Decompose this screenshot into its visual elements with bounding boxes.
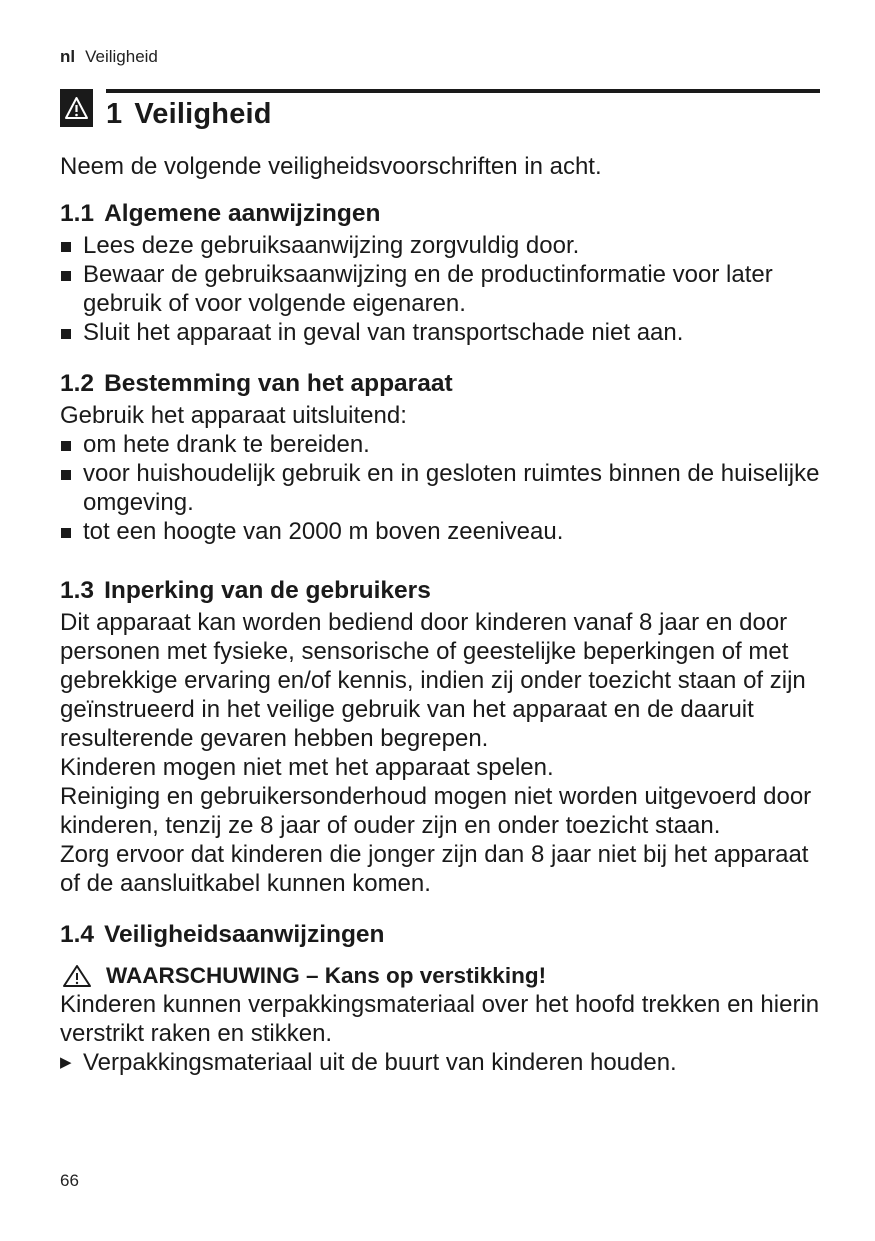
section-heading-1-2: 1.2 Bestemming van het apparaat [60,370,453,397]
list-item: om hete drank te bereiden. [60,430,820,459]
warning-triangle-icon [60,89,93,127]
list-item: Sluit het apparaat in geval van transportschade niet aan. [60,318,820,347]
page-number: 66 [60,1171,79,1190]
chapter-intro: Neem de volgende veiligheidsvoorschriften in acht. [60,153,602,180]
section-heading-1-4: 1.4 Veiligheidsaanwijzingen [60,921,385,948]
action-step: ▶ Verpakkingsmateriaal uit de buurt van kinderen houden. [60,1049,677,1076]
chapter-rule [106,89,820,93]
section-heading-1-1: 1.1 Algemene aanwijzingen [60,200,381,227]
section-intro-1-2: Gebruik het apparaat uitsluitend: [60,402,407,429]
warning-text: Kinderen kunnen verpakkingsmateriaal over het hoofd trekken en hierin verstrikt raken en stikken. [60,991,820,1047]
bullet-list-intended-use [60,430,820,546]
list-item: Lees deze gebruiksaanwijzing zorgvuldig door. [60,231,820,260]
warning-heading: WAARSCHUWING – Kans op verstikking! [60,961,820,990]
bullet-square-icon [61,329,71,339]
arrow-right-icon: ▶ [60,1054,72,1071]
paragraph: Kinderen mogen niet met het apparaat spelen. [60,754,554,781]
bullet-list-general [60,231,820,347]
list-item: Bewaar de gebruiksaanwijzing en de productinformatie voor later gebruik of voor volgende eigenaren. [60,260,820,318]
bullet-square-icon [61,441,71,451]
running-header [60,47,158,67]
paragraph: Zorg ervoor dat kinderen die jonger zijn dan 8 jaar niet bij het apparaat of de aansluitkabel kunnen komen. [60,841,809,897]
list-item: tot een hoogte van 2000 m boven zeeniveau. [60,517,820,546]
bullet-square-icon [61,271,71,281]
header-section: Veiligheid [85,47,158,66]
chapter-title: 1 Veiligheid [106,98,272,130]
bullet-square-icon [61,242,71,252]
bullet-square-icon [61,528,71,538]
list-item: voor huishoudelijk gebruik en in gesloten ruimtes binnen de huiselijke omgeving. [60,459,820,517]
bullet-square-icon [61,470,71,480]
paragraph: Dit apparaat kan worden bediend door kinderen vanaf 8 jaar en door personen met fysieke, sensorische of geestelijke beperkingen of met gebrekkige ervaring en/of kennis, indien zij onder toezicht staan of zijn geïnstrueerd in het veilige gebruik van het apparaat en de daaruit resulterende gevaren hebben begrepen. [60,609,806,752]
warning-triangle-icon [62,964,92,995]
page-content [60,152,820,1077]
section-heading-1-3: 1.3 Inperking van de gebruikers [60,577,431,604]
header-language: nl [60,47,76,66]
paragraph: Reiniging en gebruikersonderhoud mogen niet worden uitgevoerd door kinderen, tenzij ze 8 jaar of ouder zijn en onder toezicht staan. [60,783,812,839]
